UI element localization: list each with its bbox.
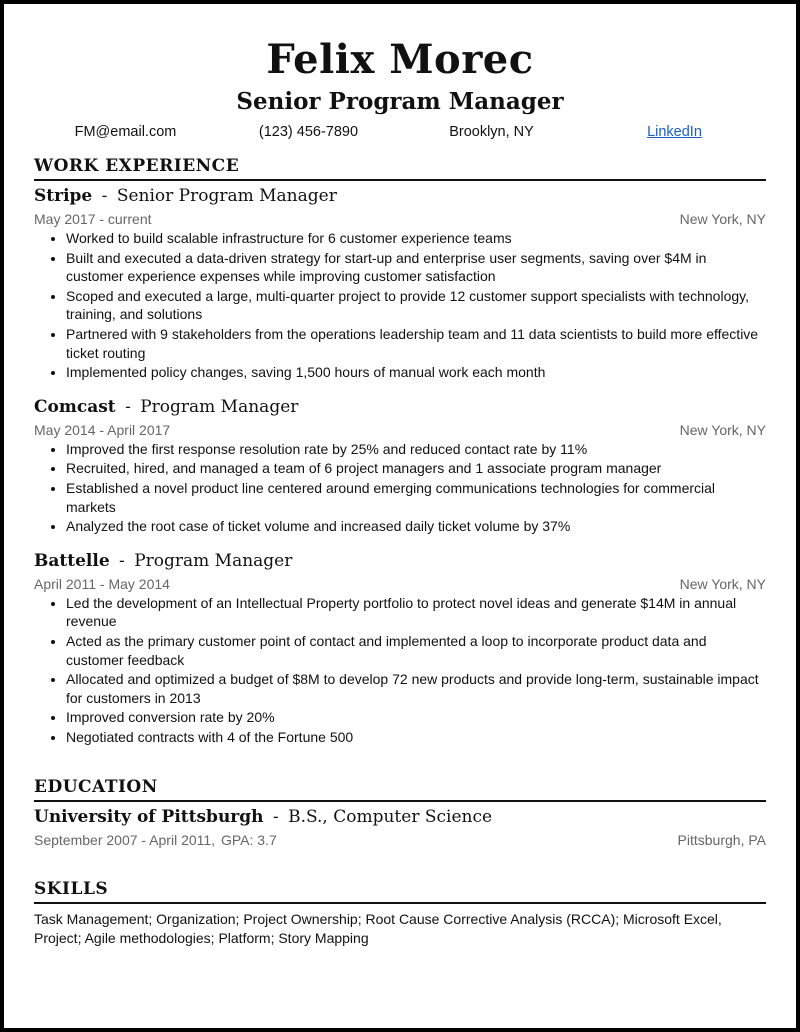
list-item: • Scoped and executed a large, multi-quarter project to provide 12 customer support specialists with technology, training, and solutions bbox=[66, 287, 766, 324]
education-dates: September 2007 - April 2011, bbox=[34, 832, 216, 849]
job-separator: - bbox=[125, 396, 131, 417]
list-item: • Built and executed a data-driven strategy for start-up and enterprise user segments, saving over $4M in customer experience expenses while improving customer satisfaction bbox=[66, 249, 766, 286]
education-gpa: GPA: 3.7 bbox=[220, 832, 277, 849]
education-header bbox=[34, 806, 766, 828]
contact-location: Brooklyn, NY bbox=[449, 124, 534, 140]
skills-text: Task Management; Organization; Project Ownership; Root Cause Corrective Analysis (RCCA); Microsoft Excel, Project; Agile methodologies; Platform; Story Mapping bbox=[34, 911, 722, 947]
contact-email: FM@email.com bbox=[74, 124, 177, 140]
job-separator: - bbox=[119, 550, 125, 571]
job-entry bbox=[34, 550, 766, 747]
education-separator: - bbox=[272, 807, 279, 828]
education-entry bbox=[34, 806, 766, 850]
list-item: • Acted as the primary customer point of contact and implemented a loop to incorporate product data and customer feedback bbox=[66, 632, 766, 669]
contact-phone: (123) 456-7890 bbox=[258, 124, 359, 140]
list-item: • Worked to build scalable infrastructure for 6 customer experience teams bbox=[66, 229, 766, 248]
job-header bbox=[34, 185, 766, 207]
list-item: • Improved conversion rate by 20% bbox=[66, 708, 766, 727]
list-item: • Analyzed the root case of ticket volume and increased daily ticket volume by 37% bbox=[66, 517, 766, 536]
job-location: New York, NY bbox=[679, 211, 766, 227]
list-item: • Allocated and optimized a budget of $8M to develop 72 new products and provide long-term, sustainable impact for customers in 2013 bbox=[66, 670, 766, 707]
list-item: • Recruited, hired, and managed a team of 6 project managers and 1 associate program manager bbox=[66, 459, 766, 478]
list-item: • Negotiated contracts with 4 of the Fortune 500 bbox=[66, 728, 766, 747]
job-company: Comcast bbox=[34, 396, 116, 417]
candidate-role: Senior Program Manager bbox=[236, 88, 564, 115]
skills-heading: SKILLS bbox=[34, 878, 766, 904]
resume-page bbox=[4, 4, 796, 1028]
list-item: • Implemented policy changes, saving 1,500 hours of manual work each month bbox=[66, 363, 766, 382]
job-dates: April 2011 - May 2014 bbox=[34, 575, 170, 592]
candidate-name: Felix Morec bbox=[266, 36, 534, 83]
job-location: New York, NY bbox=[679, 575, 766, 592]
job-entry bbox=[34, 396, 766, 536]
linkedin-link[interactable]: LinkedIn bbox=[647, 124, 702, 140]
education-heading: EDUCATION bbox=[34, 776, 766, 802]
job-meta bbox=[34, 209, 766, 229]
education-location: Pittsburgh, PA bbox=[677, 832, 766, 849]
job-meta bbox=[34, 574, 766, 594]
job-title: Senior Program Manager bbox=[116, 186, 337, 206]
job-header bbox=[34, 396, 766, 418]
job-title: Program Manager bbox=[134, 550, 293, 571]
list-item: • Improved the first response resolution rate by 25% and reduced contact rate by 11% bbox=[66, 440, 766, 459]
job-location: New York, NY bbox=[679, 421, 766, 438]
work-experience-heading: WORK EXPERIENCE bbox=[34, 155, 766, 181]
job-header bbox=[34, 550, 766, 572]
job-bullets bbox=[34, 594, 766, 747]
job-dates: May 2014 - April 2017 bbox=[34, 421, 171, 438]
list-item: • Led the development of an Intellectual Property portfolio to protect novel ideas and generate $14M in annual revenue bbox=[66, 594, 766, 631]
job-company: Battelle bbox=[34, 550, 110, 571]
job-entry bbox=[34, 185, 766, 382]
job-bullets bbox=[34, 229, 766, 382]
contact-row bbox=[34, 122, 766, 142]
job-title: Program Manager bbox=[140, 396, 299, 417]
education-field: Computer Science bbox=[333, 807, 493, 828]
list-item: • Partnered with 9 stakeholders from the operations leadership team and 11 data scientists to build more effective ticket routing bbox=[66, 325, 766, 362]
education-degree: B.S., bbox=[288, 807, 328, 828]
list-item: • Established a novel product line centered around emerging communications technologies for commercial markets bbox=[66, 479, 766, 516]
education-meta bbox=[34, 830, 766, 850]
job-dates: May 2017 - current bbox=[34, 211, 152, 227]
job-meta bbox=[34, 420, 766, 440]
education-school: University of Pittsburgh bbox=[34, 807, 264, 828]
job-separator: - bbox=[101, 186, 108, 206]
job-bullets bbox=[34, 440, 766, 536]
job-company: Stripe bbox=[34, 186, 93, 206]
